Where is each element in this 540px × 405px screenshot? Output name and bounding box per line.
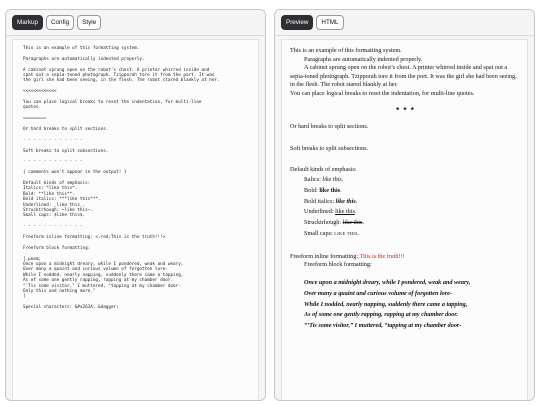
markup-line[interactable]: Freeform inline formatting: <.red;This is the truth!!!> [23, 235, 166, 241]
preview-tab-bar [275, 10, 534, 36]
markup-line[interactable]: Freeform block formatting: [23, 245, 91, 251]
preview-paragraph: A cabinet sprung open on the robot’s chest. A printer whirred inside and spat out a sepia-toned photograph. Tzipporah tore it from the port. It was the girl she had been seeing, in the flesh. The robot stared blankly at her. [290, 64, 517, 89]
markup-line[interactable]: Only this and nothing more." [23, 289, 96, 295]
markup-line[interactable]: Bold italics: ***like this***. [23, 197, 101, 203]
markup-line[interactable]: "'Tis some visitor," I muttered, "tapping at my chamber door- [23, 283, 181, 289]
markup-line[interactable]: quotes. [23, 105, 42, 111]
markup-line[interactable]: the girl she had been seeing, in the flesh. The robot stared blankly at her. [23, 78, 220, 84]
markup-line[interactable]: Special characters: &#x263A; &dagger; [23, 305, 119, 311]
preview-intro: This is an example of this formatting system. [290, 47, 402, 54]
markup-line[interactable]: ] [23, 294, 26, 300]
poem-line: Over many a quaint and curious volume of forgotten lore- [304, 289, 452, 297]
markup-line[interactable]: Underlined: _like this_. [23, 202, 86, 208]
poem-line: While I nodded, nearly napping, suddenly there came a tapping, [304, 300, 468, 308]
markup-line[interactable]: While I nodded, nearly napping, suddenly there came a tapping, [23, 272, 184, 278]
markup-line[interactable]: A cabinet sprung open on the robot's chest. A printer whirred inside and [23, 67, 210, 73]
section-break: * * * [396, 105, 415, 115]
preview-paragraph: Paragraphs are automatically indented properly. [304, 55, 423, 63]
tab-style[interactable]: Style [77, 15, 101, 30]
tab-html[interactable]: HTML [316, 15, 343, 30]
emphasis-bold-italics: Bold italics: like this. [304, 197, 358, 205]
markup-line[interactable]: Small caps: $like this$. [23, 213, 86, 219]
poem-line: Once upon a midnight dreary, while I pondered, weak and weary, [304, 278, 471, 286]
markup-line[interactable]: - - - - - - - - - - - - [23, 224, 83, 230]
markup-line[interactable]: <<<<<<<<<<<<< [23, 89, 57, 95]
markup-line[interactable]: Or hard breaks to split sections. [23, 127, 109, 132]
markup-panel [5, 9, 266, 401]
markup-line[interactable]: This is an example of this formatting system. [23, 46, 140, 51]
markup-line[interactable]: Default kinds of emphasis: [23, 180, 91, 186]
markup-line[interactable]: Once upon a midnight dreary, while I pondered, weak and weary, [23, 262, 184, 268]
preview-panel [274, 9, 535, 401]
markup-line[interactable]: Over many a quaint and curious volume of forgotten lore- [23, 267, 168, 273]
preview-paragraph: You can place logical breaks to reset the indentation, for multi-line quotes. [290, 89, 475, 97]
markup-editor[interactable] [12, 39, 259, 400]
markup-line[interactable]: Bold: **like this**. [23, 191, 75, 197]
markup-line[interactable]: spat out a sepia-toned photograph. Tzipporah tore it from the port. It was [23, 73, 215, 78]
markup-line[interactable]: You can place logical breaks to reset the indentation, for multi-line [23, 100, 202, 105]
preview-paragraph: Or hard breaks to split sections. [290, 123, 369, 131]
markup-line[interactable]: [.poem; [23, 256, 42, 262]
emphasis-italics: Italics: like this. [304, 175, 344, 183]
markup-tab-bar [6, 10, 265, 36]
block-formatting-label: Freeform block formatting: [304, 261, 372, 269]
markup-line[interactable]: Strucktrhough: ~like this~. [23, 208, 93, 214]
markup-line[interactable]: As of some one gently rapping, rapping at my chamber door. [23, 278, 174, 284]
preview-pane [281, 39, 528, 400]
markup-text[interactable] [13, 40, 258, 311]
poem-line: As of some one gently rapping, rapping at my chamber door. [304, 311, 459, 319]
emphasis-small-caps: Small caps: LIKE THIS. [304, 229, 360, 237]
emphasis-strikethrough: Strucktrhough: like this. [304, 219, 364, 227]
inline-red-text: This is the truth!!! [359, 252, 405, 260]
markup-line[interactable]: Soft breaks to split subsections. [23, 148, 109, 154]
emphasis-bold: Bold: like this. [304, 186, 342, 194]
markup-line[interactable]: Paragraphs are automatically indented properly. [23, 56, 145, 62]
preview-paragraph: Soft breaks to split subsections. [290, 144, 369, 152]
tab-markup[interactable]: Markup [12, 15, 43, 30]
emphasis-underlined: Underlined: like this. [304, 208, 357, 216]
emphasis-heading: Default kinds of emphasis: [290, 166, 357, 174]
inline-formatting-line: Freeform inline formatting: This is the truth!!! [290, 252, 405, 260]
markup-line[interactable]: - - - - - - - - - - - - [23, 159, 83, 165]
markup-line[interactable]: Italics: *like this*. [23, 186, 78, 192]
tab-preview[interactable]: Preview [281, 15, 313, 30]
markup-line[interactable]: { comments won't appear in the output! } [23, 170, 127, 176]
markup-line[interactable]: - - - - - - - - - - - - [23, 137, 83, 143]
tab-config[interactable]: Config [46, 15, 74, 30]
markup-line[interactable]: ========= [23, 116, 47, 122]
poem-line: “’Tis some visitor,” I muttered, “tapping at my chamber door- [304, 322, 462, 330]
